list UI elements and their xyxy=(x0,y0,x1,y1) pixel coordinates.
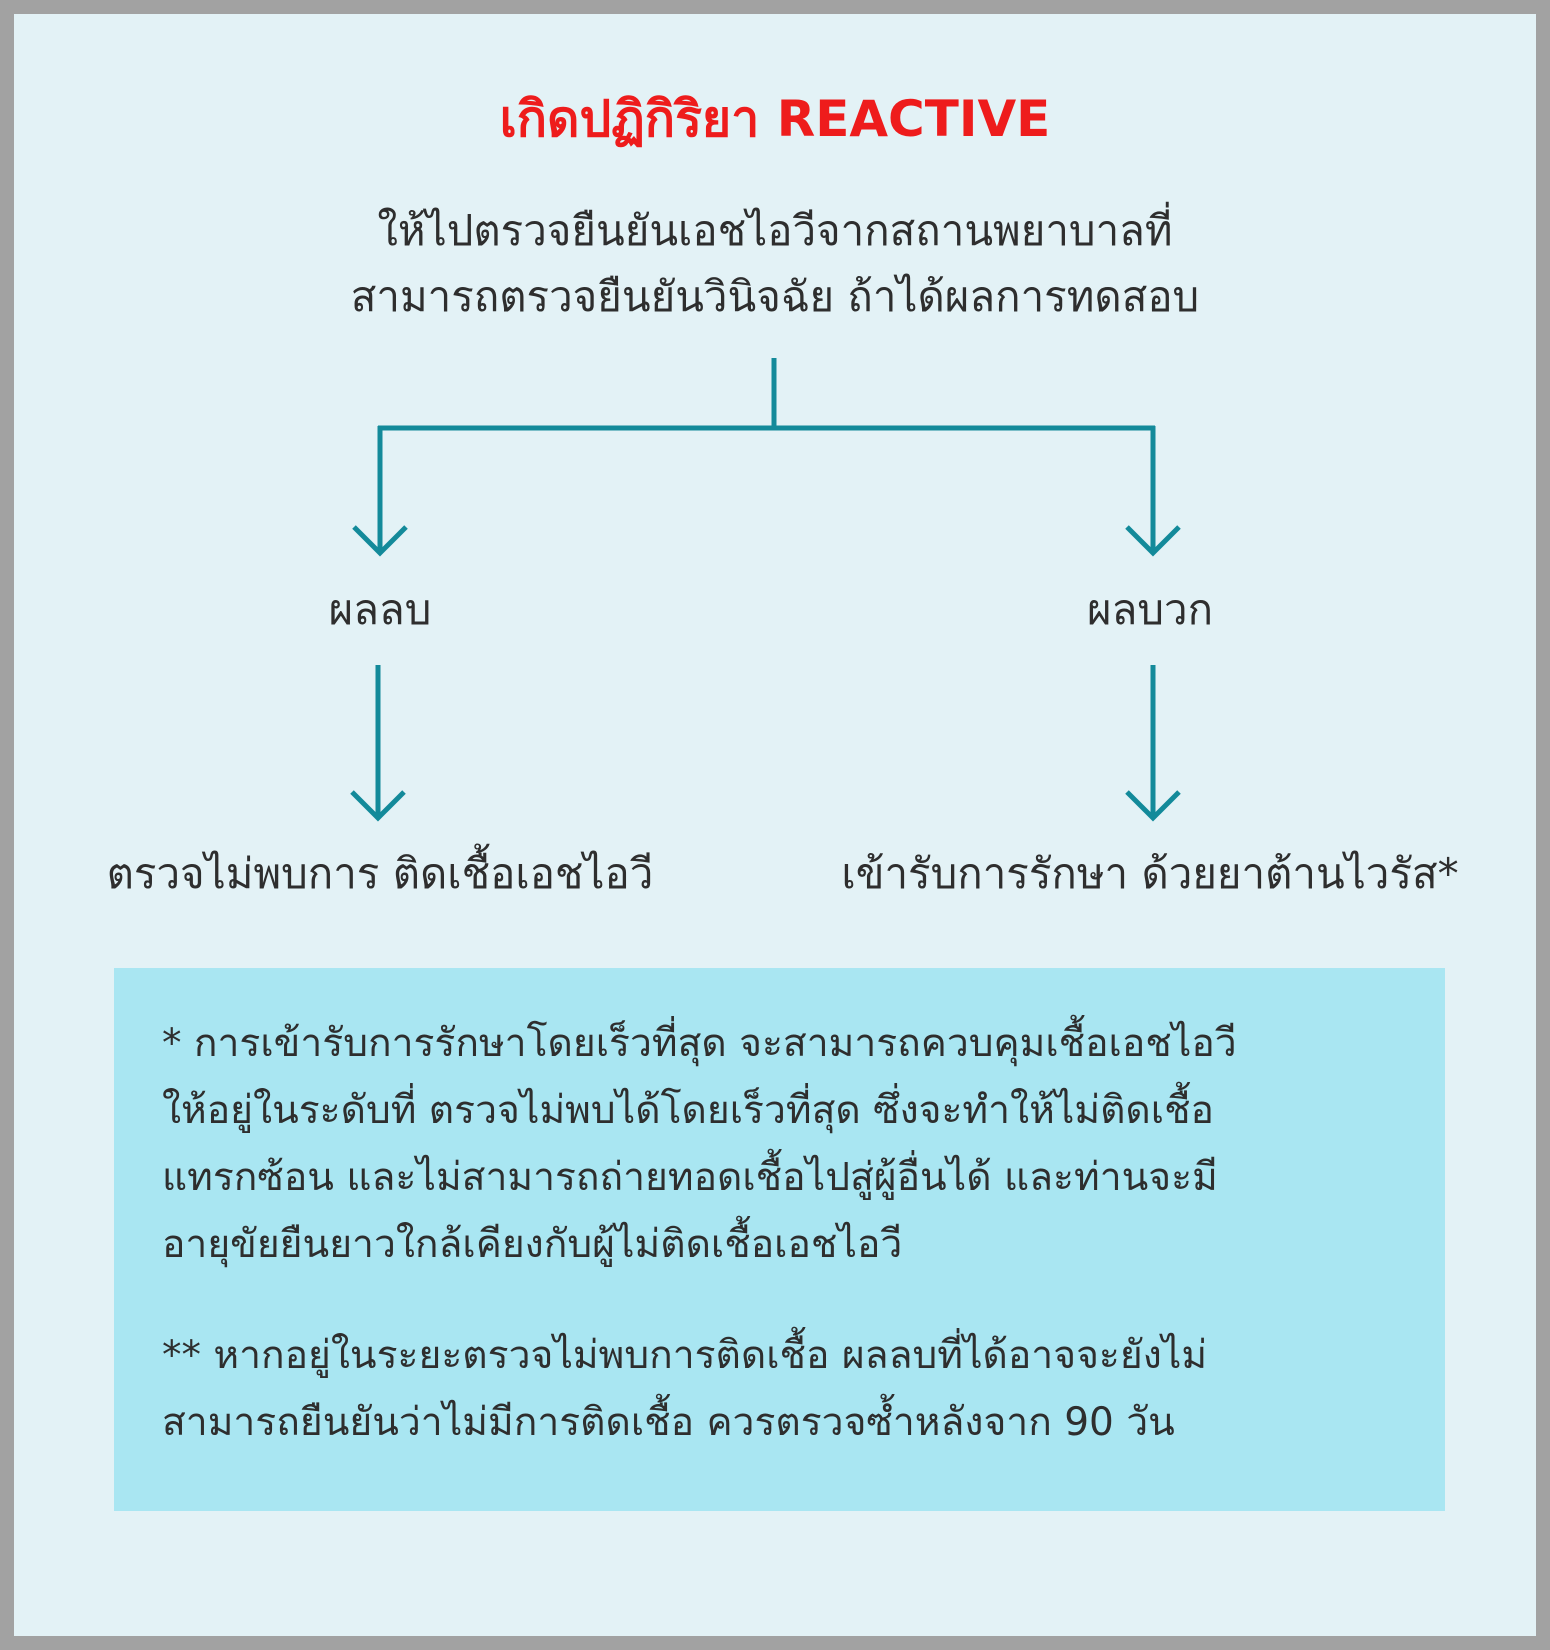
footnote-window-line: ** หากอยู่ในระยะตรวจไม่พบการติดเชื้อ ผลลบที่ได้อาจจะยังไม่ xyxy=(162,1333,1208,1378)
diagram-title: เกิดปฏิกิริยา REACTIVE xyxy=(499,90,1051,148)
footnote-treatment xyxy=(162,1010,1412,1278)
positive-outcome: เข้ารับการรักษา ด้วยยาต้านไวรัส* xyxy=(841,849,1459,898)
footnote-treatment-line: แทรกซ้อน และไม่สามารถถ่ายทอดเชื้อไปสู่ผู้อื่นได้ และท่านจะมี xyxy=(162,1155,1218,1200)
intro-line-1: ให้ไปตรวจยืนยันเอชไอวีจากสถานพยาบาลที่ xyxy=(377,206,1173,255)
footnote-window-line: สามารถยืนยันว่าไม่มีการติดเชื้อ ควรตรวจซ้ำหลังจาก 90 วัน xyxy=(162,1400,1175,1445)
footnote-treatment-line: อายุขัยยืนยาวใกล้เคียงกับผู้ไม่ติดเชื้อเอชไอวี xyxy=(162,1222,903,1267)
footnote-window-period xyxy=(162,1322,1412,1456)
footnote-box xyxy=(114,968,1445,1511)
intro-line-2: สามารถตรวจยืนยันวินิจฉัย ถ้าได้ผลการทดสอบ xyxy=(350,272,1200,321)
negative-result-label: ผลลบ xyxy=(328,585,432,634)
negative-outcome: ตรวจไม่พบการ ติดเชื้อเอชไอวี xyxy=(106,849,654,898)
footnote-treatment-line: * การเข้ารับการรักษาโดยเร็วที่สุด จะสามารถควบคุมเชื้อเอชไอวี xyxy=(162,1021,1237,1066)
positive-result-label: ผลบวก xyxy=(1086,585,1214,634)
footnote-treatment-line: ให้อยู่ในระดับที่ ตรวจไม่พบได้โดยเร็วที่สุด ซึ่งจะทำให้ไม่ติดเชื้อ xyxy=(162,1088,1214,1133)
